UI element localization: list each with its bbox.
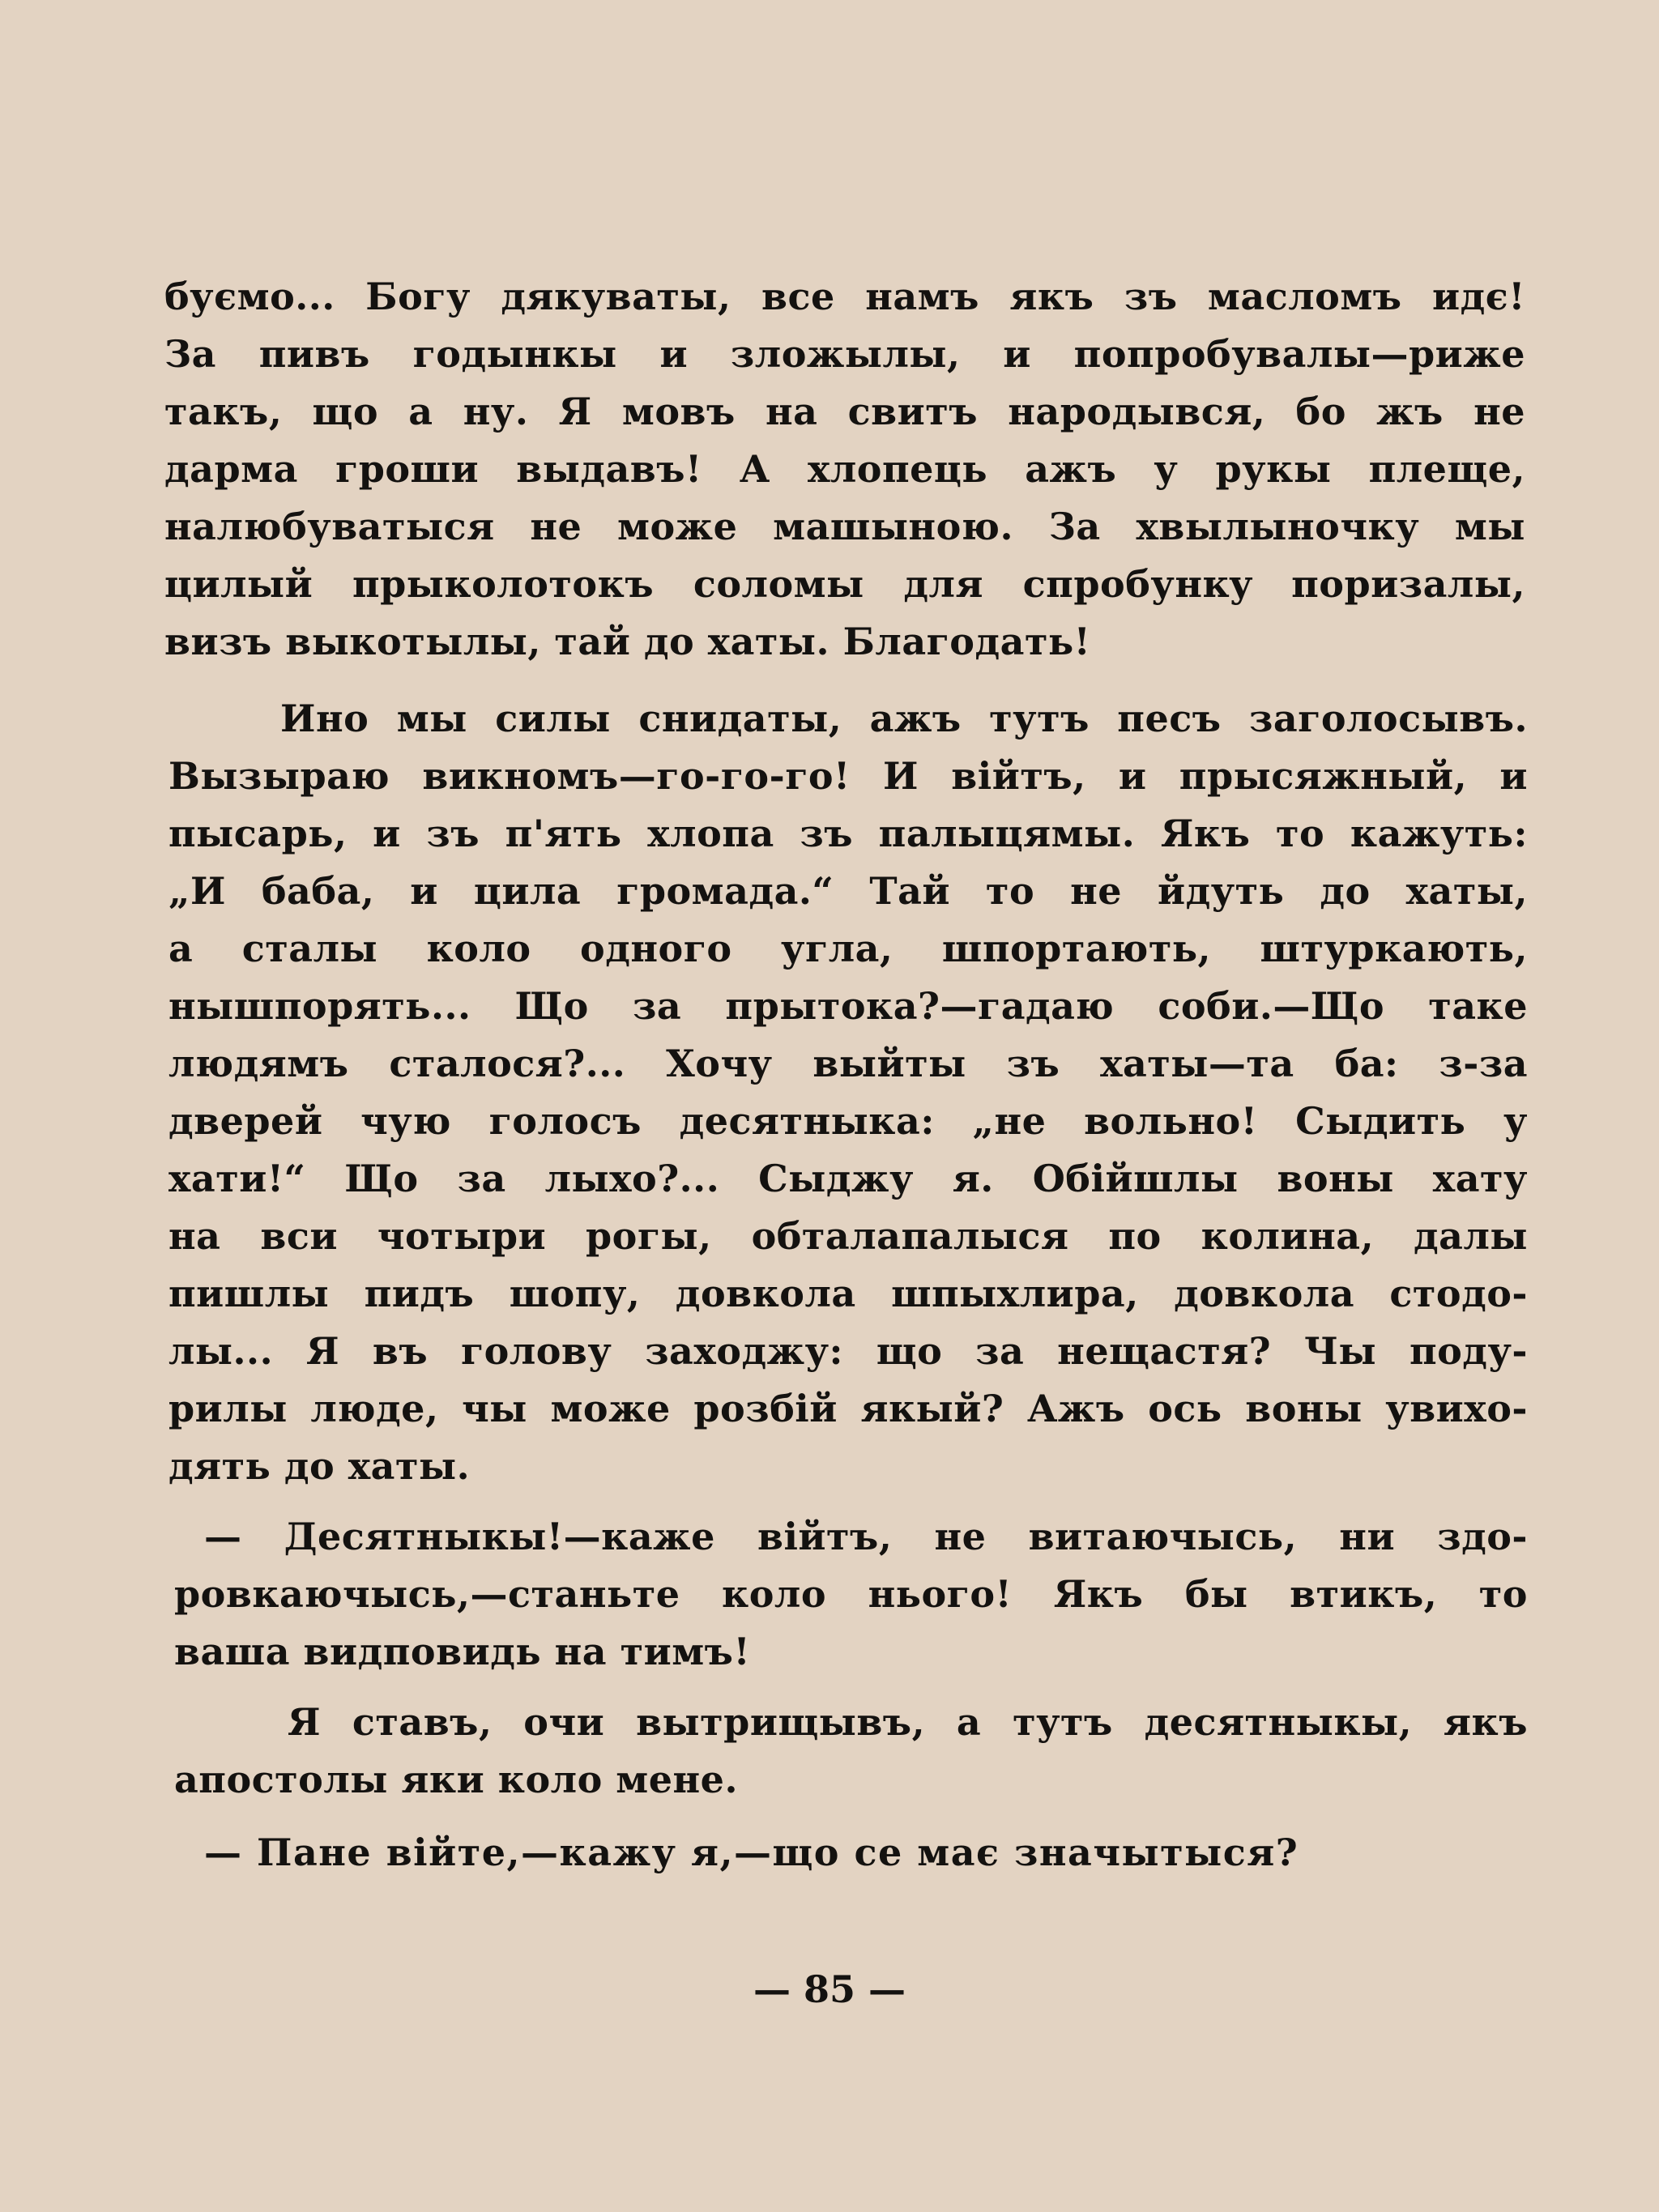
text-line-22: — Десятныкы!—каже війтъ, не витаючысь, ни здо- bbox=[204, 1515, 1528, 1558]
text-line-10: пысарь, и зъ п'ять хлопа зъ палыцямы. Якъ то кажуть: bbox=[168, 812, 1528, 855]
text-line-26: апостолы яки коло мене. bbox=[174, 1758, 738, 1801]
text-line-4: дарма гроши выдавъ! А хлопець ажъ у рукы плеще, bbox=[164, 447, 1525, 491]
text-line-11: „И баба, и цила громада.“ Тай то не йдуть до хаты, bbox=[168, 869, 1528, 913]
text-line-19: лы... Я въ голову заходжу: що за нещастя? Чы поду- bbox=[168, 1329, 1528, 1373]
text-line-1: буємо... Богу дякуваты, все намъ якъ зъ масломъ идє! bbox=[164, 275, 1525, 318]
text-line-6: цилый прыколотокъ соломы для спробункy поризалы, bbox=[164, 562, 1525, 606]
page-number: — 85 — bbox=[753, 1967, 906, 2011]
text-line-8: Ино мы силы снидаты, ажъ тутъ песъ заголосывъ. bbox=[280, 697, 1528, 740]
text-line-14: людямъ сталося?... Хочу выйты зъ хаты—та ба: з-за bbox=[168, 1042, 1528, 1085]
text-line-9: Вызыраю викномъ—го-го-го! И війтъ, и прысяжный, и bbox=[168, 754, 1528, 798]
text-line-18: пишлы пидъ шопу, довкола шпыхлира, довкола стодо- bbox=[168, 1272, 1528, 1315]
text-line-27: — Пане війте,—кажу я,—що се має значытыся? bbox=[204, 1831, 1299, 1874]
text-line-20: рилы люде, чы може розбій якый? Ажъ ось воны увихо- bbox=[168, 1387, 1528, 1430]
text-line-7: визъ выкотылы, тай до хаты. Благодать! bbox=[164, 620, 1091, 663]
text-line-21: дять до хаты. bbox=[168, 1444, 471, 1488]
text-line-2: За пивъ годынкы и зложылы, и попробувалы—риже bbox=[164, 332, 1525, 376]
text-line-12: а сталы коло одного угла, шпортають, штуркають, bbox=[168, 927, 1528, 970]
text-line-5: налюбуватыся не може машыною. За хвылыночку мы bbox=[164, 505, 1525, 548]
text-line-25: Я ставъ, очи вытрищывъ, а тутъ десятныкы, якъ bbox=[288, 1700, 1528, 1744]
text-line-16: хати!“ Що за лыхо?... Сыджу я. Обійшлы воны хату bbox=[168, 1157, 1528, 1200]
text-line-15: дверей чую голосъ десятныка: „не вольно! Сыдить у bbox=[168, 1099, 1528, 1143]
text-line-23: ровкаючысь,—станьте коло нього! Якъ бы втикъ, то bbox=[174, 1572, 1528, 1616]
text-line-3: такъ, що а ну. Я мовъ на свитъ народывся, бо жъ не bbox=[164, 390, 1525, 433]
text-line-17: на вси чотыри рогы, обталапалыся по колина, далы bbox=[168, 1214, 1528, 1258]
text-line-24: ваша видповидь на тимъ! bbox=[174, 1630, 751, 1673]
text-line-13: нышпорять... Що за прытока?—гадаю соби.—Що таке bbox=[168, 984, 1528, 1028]
